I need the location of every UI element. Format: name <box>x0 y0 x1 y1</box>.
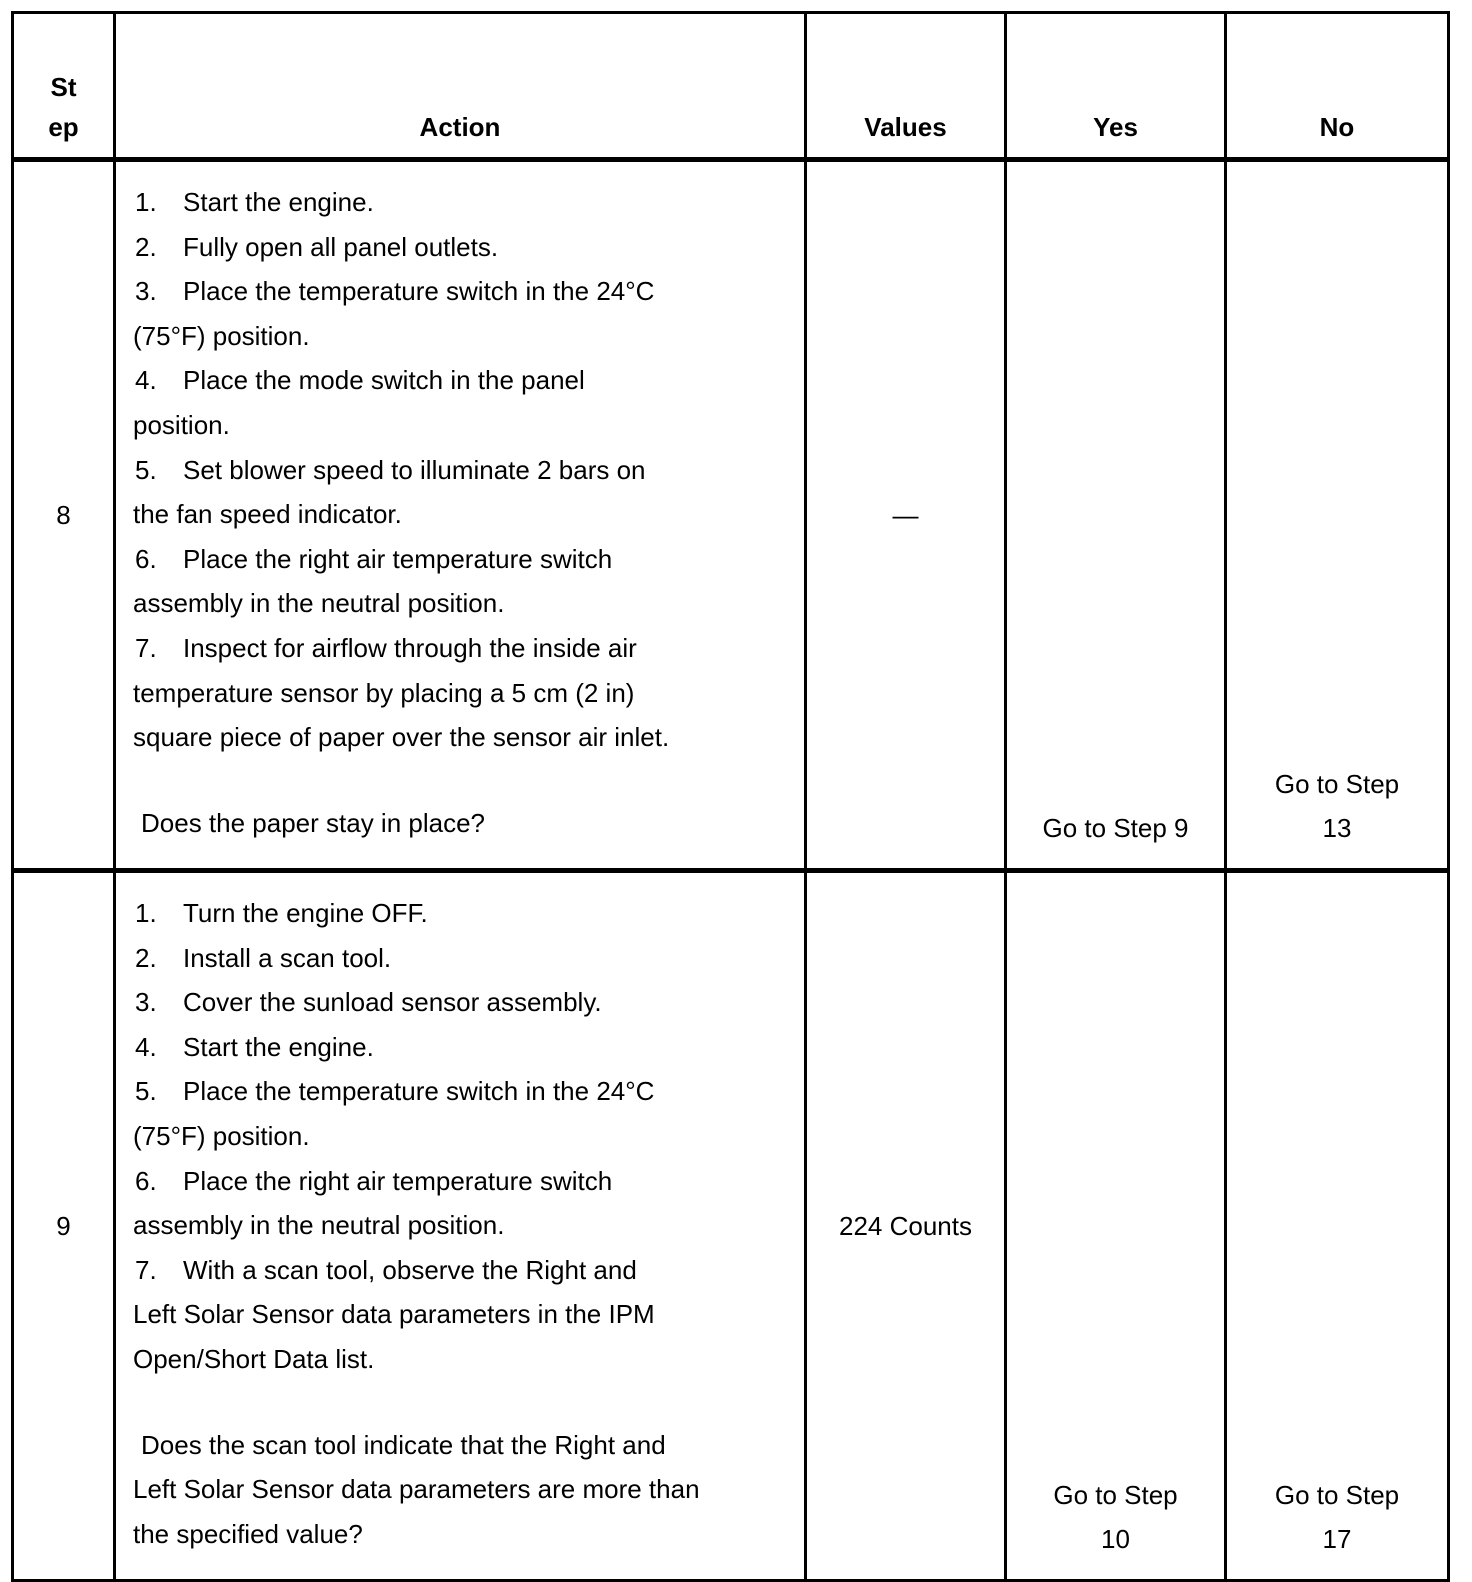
table-row-step-9 <box>13 871 1449 1581</box>
action-item-cont: temperature sensor by placing a 5 cm (2 in) <box>133 677 635 708</box>
header-no: No <box>1226 13 1449 160</box>
action-item: 1. Start the engine. <box>135 187 374 217</box>
action-item-cont: Left Solar Sensor data parameters in the IPM <box>133 1299 655 1330</box>
no-text-line1: Go to Step <box>1274 1479 1400 1510</box>
action-item: 1. Turn the engine OFF. <box>135 898 428 928</box>
header-step-line2: ep <box>48 112 79 142</box>
action-item-cont: assembly in the neutral position. <box>133 588 505 619</box>
action-item: 3. Cover the sunload sensor assembly. <box>135 987 602 1018</box>
header-values: Values <box>806 13 1006 160</box>
action-cell <box>115 871 806 1581</box>
no-text-line2: 13 <box>1322 813 1352 844</box>
action-item-cont: assembly in the neutral position. <box>133 1210 505 1241</box>
yes-cell <box>1006 160 1226 871</box>
question-text: Does the scan tool indicate that the Right and <box>141 1429 666 1460</box>
no-text-line1: Go to Step <box>1274 768 1400 799</box>
diagnostic-table <box>11 11 1450 1582</box>
header-yes: Yes <box>1006 13 1226 160</box>
action-item: 7. Inspect for airflow through the inside air <box>135 632 637 663</box>
action-item: 5. Place the temperature switch in the 24°C <box>135 1076 655 1107</box>
action-item: 6. Place the right air temperature switch <box>135 1165 613 1196</box>
question-text: Does the paper stay in place? <box>141 807 485 838</box>
action-item: 4. Start the engine. <box>135 1031 374 1062</box>
value-text: 224 Counts <box>839 1210 972 1241</box>
action-item: 6. Place the right air temperature switch <box>135 543 613 574</box>
yes-text-line2: 10 <box>1101 1524 1130 1555</box>
header-row <box>13 13 1449 160</box>
yes-text-line1: Go to Step <box>1053 1479 1178 1510</box>
yes-cell <box>1006 871 1226 1581</box>
table-row-step-8 <box>13 160 1449 871</box>
no-cell <box>1226 160 1449 871</box>
action-item-cont: Open/Short Data list. <box>133 1343 375 1374</box>
header-step <box>13 13 115 160</box>
question-text-cont: Left Solar Sensor data parameters are more than <box>133 1474 700 1505</box>
yes-text: Go to Step 9 <box>1042 813 1189 844</box>
action-item-cont: the fan speed indicator. <box>133 499 402 530</box>
action-cell <box>115 160 806 871</box>
question-text-cont: the specified value? <box>133 1518 363 1549</box>
header-step-line1: St <box>50 72 77 102</box>
no-cell <box>1226 871 1449 1581</box>
value-dash: — <box>892 499 919 530</box>
no-text-line2: 17 <box>1322 1524 1352 1555</box>
action-item: 7. With a scan tool, observe the Right and <box>135 1254 637 1285</box>
action-item-cont: position. <box>133 409 230 440</box>
step-number: 8 <box>13 160 115 871</box>
action-item: 2. Fully open all panel outlets. <box>135 231 499 262</box>
step-number: 9 <box>13 871 115 1581</box>
action-item: 2. Install a scan tool. <box>135 942 392 973</box>
action-item-cont: (75°F) position. <box>133 320 310 351</box>
values-cell <box>806 160 1006 871</box>
action-item-cont: (75°F) position. <box>133 1120 310 1151</box>
header-action: Action <box>115 13 806 160</box>
action-item: 5. Set blower speed to illuminate 2 bars on <box>135 454 646 485</box>
action-item: 4. Place the mode switch in the panel <box>135 365 585 396</box>
values-cell <box>806 871 1006 1581</box>
action-item: 3. Place the temperature switch in the 24°C <box>135 276 655 307</box>
action-item-cont: square piece of paper over the sensor air inlet. <box>133 722 670 753</box>
